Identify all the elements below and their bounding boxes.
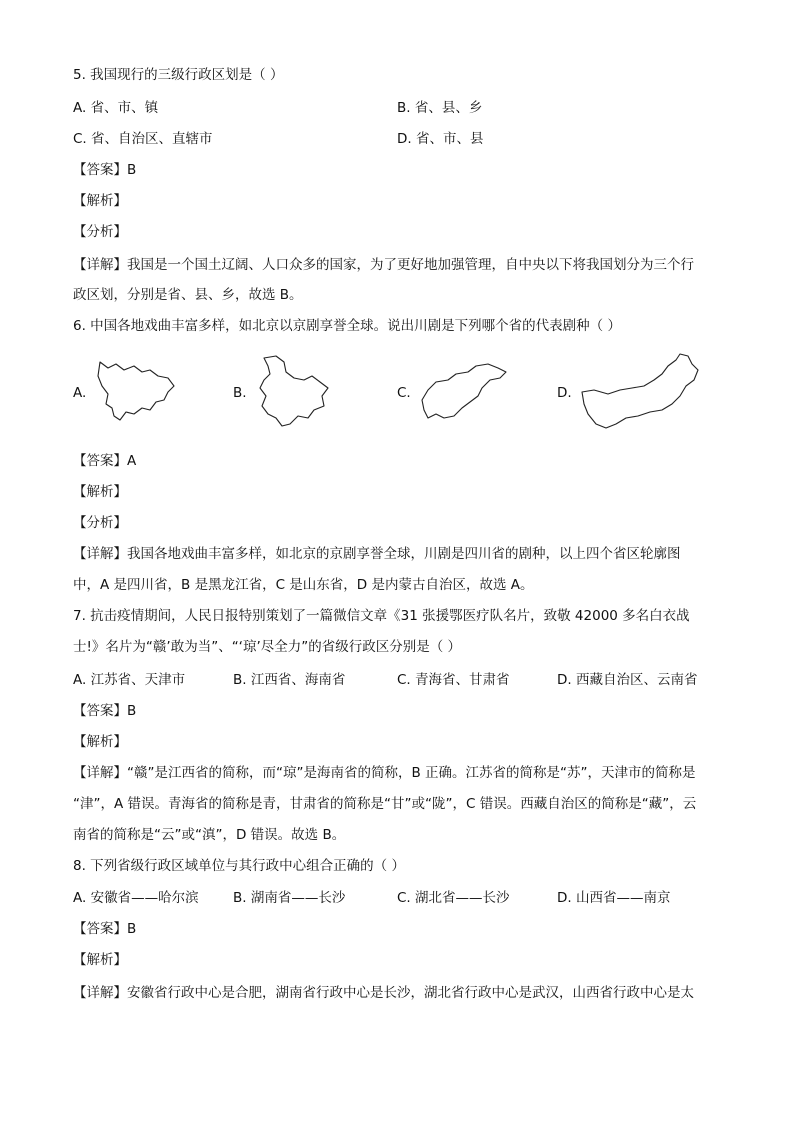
- q7-option-b: B. 江西省、海南省: [233, 672, 346, 688]
- q8-detail-line: 【详解】安徽省行政中心是合肥，湖南省行政中心是长沙，湖北省行政中心是武汉，山西省行政中心是太: [73, 985, 694, 1001]
- q7-option-c: C. 青海省、甘肃省: [397, 672, 510, 688]
- q8-option-a: A. 安徽省——哈尔滨: [73, 890, 199, 906]
- map-label-b: B.: [233, 385, 247, 401]
- q8-analysis: 【解析】: [73, 952, 127, 968]
- map-label-d: D.: [557, 385, 572, 401]
- q5-stem: 5. 我国现行的三级行政区划是（ ）: [73, 67, 284, 83]
- q5-option-a: A. 省、市、镇: [73, 100, 159, 116]
- q5-option-d: D. 省、市、县: [397, 131, 484, 147]
- q6-detail-line: 【详解】我国各地戏曲丰富多样，如北京的京剧享誉全球，川剧是四川省的剧种，以上四个省区轮廓图: [73, 546, 681, 562]
- q7-stem-line: 士!》名片为“赣’敢为当”、“‘琼’尽全力”的省级行政区分别是（ ）: [73, 639, 462, 655]
- inner-mongolia-outline-map: [580, 350, 702, 432]
- q5-fenxi: 【分析】: [73, 224, 127, 240]
- q7-option-a: A. 江苏省、天津市: [73, 672, 186, 688]
- q7-detail-line: 南省的简称是“云”或“滇”，D 错误。故选 B。: [73, 827, 346, 843]
- q5-answer: 【答案】B: [73, 162, 137, 178]
- q8-option-c: C. 湖北省——长沙: [397, 890, 510, 906]
- q5-detail-line: 政区划，分别是省、县、乡，故选 B。: [73, 287, 303, 303]
- q7-answer: 【答案】B: [73, 703, 137, 719]
- q6-detail-line: 中，A 是四川省，B 是黑龙江省，C 是山东省，D 是内蒙古自治区，故选 A。: [73, 577, 534, 593]
- map-label-a: A.: [73, 385, 87, 401]
- q5-detail-line: 【详解】我国是一个国土辽阔、人口众多的国家，为了更好地加强管理，自中央以下将我国划分为三个行: [73, 257, 694, 273]
- map-label-c: C.: [397, 385, 411, 401]
- q6-answer: 【答案】A: [73, 453, 137, 469]
- q5-option-c: C. 省、自治区、直辖市: [73, 131, 213, 147]
- q8-option-d: D. 山西省——南京: [557, 890, 671, 906]
- q6-fenxi: 【分析】: [73, 515, 127, 531]
- q5-analysis: 【解析】: [73, 193, 127, 209]
- q5-option-b: B. 省、县、乡: [397, 100, 483, 116]
- q7-stem-line: 7. 抗击疫情期间，人民日报特别策划了一篇微信文章《31 张援鄂医疗队名片，致敬 42000 多名白衣战: [73, 608, 690, 624]
- q7-detail-line: 【详解】“赣”是江西省的简称，而“琼”是海南省的简称，B 正确。江苏省的简称是“苏”，天津市的简称是: [73, 765, 696, 781]
- q7-analysis: 【解析】: [73, 734, 127, 750]
- q6-stem: 6. 中国各地戏曲丰富多样，如北京以京剧享誉全球。说出川剧是下列哪个省的代表剧种（ ）: [73, 318, 621, 334]
- q8-option-b: B. 湖南省——长沙: [233, 890, 346, 906]
- q8-answer: 【答案】B: [73, 921, 137, 937]
- q7-option-d: D. 西藏自治区、云南省: [557, 672, 698, 688]
- heilongjiang-outline-map: [254, 352, 332, 430]
- q6-analysis: 【解析】: [73, 484, 127, 500]
- sichuan-outline-map: [94, 358, 178, 424]
- q8-stem: 8. 下列省级行政区域单位与其行政中心组合正确的（ ）: [73, 858, 405, 874]
- q7-detail-line: “津”，A 错误。青海省的简称是青，甘肃省的简称是“甘”或“陇”，C 错误。西藏自治区的简称是“藏”，云: [73, 796, 697, 812]
- shandong-outline-map: [418, 360, 510, 422]
